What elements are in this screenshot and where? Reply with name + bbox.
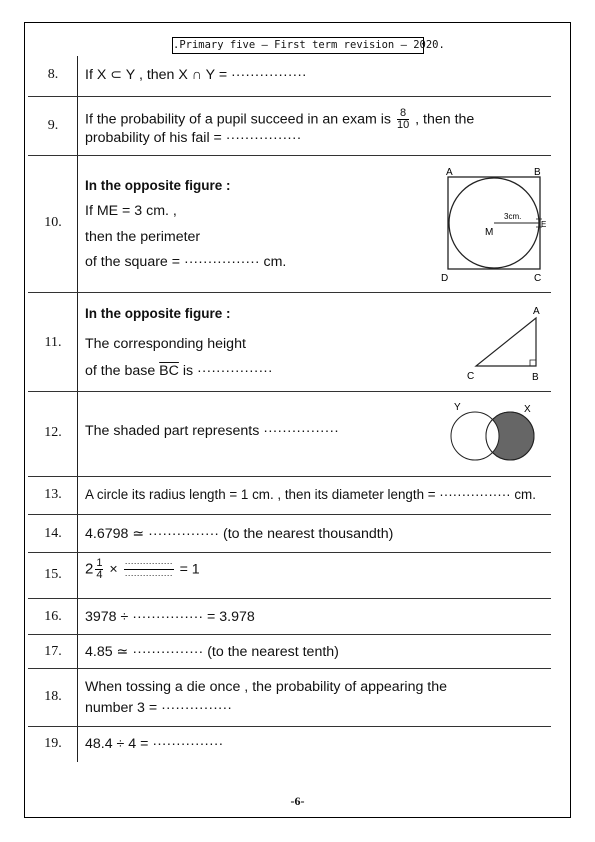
page-header: .Primary five – First term revision – 2020. bbox=[172, 37, 424, 54]
question-10-line2: then the perimeter bbox=[85, 229, 201, 245]
question-11-title: In the opposite figure : bbox=[85, 306, 231, 321]
blank-numerator: ················ bbox=[124, 558, 173, 568]
question-number: 9. bbox=[47, 118, 59, 133]
label-x: X bbox=[524, 404, 531, 415]
question-number: 16. bbox=[44, 609, 62, 624]
question-number: 17. bbox=[44, 644, 62, 659]
label-m: M bbox=[485, 227, 494, 238]
question-number: 14. bbox=[44, 526, 62, 541]
triangle-shape bbox=[476, 318, 536, 366]
question-number: 10. bbox=[44, 215, 62, 230]
question-10-title: In the opposite figure : bbox=[85, 178, 231, 193]
question-number: 8. bbox=[47, 67, 59, 82]
row-divider bbox=[28, 634, 551, 635]
right-angle-mark bbox=[530, 360, 536, 366]
page-number: -6- bbox=[290, 794, 305, 808]
question-number: 18. bbox=[44, 689, 62, 704]
question-10-line1: If ME = 3 cm. , bbox=[85, 203, 177, 219]
fraction-denominator: 10 bbox=[396, 119, 410, 131]
question-15-expression bbox=[85, 558, 200, 581]
question-number: 15. bbox=[44, 567, 62, 582]
question-11-line1: The corresponding height bbox=[85, 336, 246, 352]
question-18-line2: number 3 = ··············· bbox=[85, 700, 232, 716]
fraction bbox=[397, 108, 409, 131]
question-number: 11. bbox=[44, 335, 62, 350]
right-triangle-figure bbox=[462, 302, 552, 384]
row-divider bbox=[28, 96, 551, 97]
question-11-line2 bbox=[85, 363, 273, 379]
radius-label: 3cm. bbox=[504, 212, 522, 221]
question-number: 19. bbox=[44, 736, 62, 751]
fraction-denominator: 4 bbox=[96, 569, 103, 581]
row-divider bbox=[28, 476, 551, 477]
fraction-numerator: 1 bbox=[96, 557, 103, 569]
question-9-text-a: If the probability of a pupil succeed in an exam is bbox=[85, 111, 391, 128]
row-divider bbox=[28, 391, 551, 392]
label-e: E bbox=[541, 220, 547, 229]
question-16-text: 3978 ÷ ··············· = 3.978 bbox=[85, 609, 255, 625]
question-9-line2: probability of his fail = ················ bbox=[85, 130, 302, 146]
question-18-line1: When tossing a die once , the probability of appearing the bbox=[85, 679, 448, 695]
question-14-text: 4.6798 ≃ ··············· (to the nearest thousandth) bbox=[85, 526, 394, 542]
question-11-text-a: of the base bbox=[85, 363, 156, 379]
label-b: B bbox=[532, 372, 539, 383]
question-8-text: If X ⊂ Y , then X ∩ Y = ················ bbox=[85, 67, 307, 83]
blank-fraction bbox=[124, 558, 174, 581]
row-divider bbox=[28, 292, 551, 293]
row-divider bbox=[28, 668, 551, 669]
segment-bc: $\overline{BC}$ bbox=[159, 363, 179, 379]
fraction-numerator: 8 bbox=[397, 108, 409, 120]
row-divider bbox=[28, 514, 551, 515]
label-c: C bbox=[467, 371, 475, 382]
row-divider bbox=[28, 552, 551, 553]
row-divider bbox=[28, 155, 551, 156]
question-9-line1 bbox=[85, 108, 474, 131]
question-9-text-b: , then the bbox=[415, 111, 475, 128]
question-12-text: The shaded part represents ················ bbox=[85, 423, 339, 439]
equals-one: = 1 bbox=[179, 561, 200, 578]
square-circle-figure bbox=[438, 163, 550, 287]
label-c: C bbox=[534, 273, 542, 284]
row-divider bbox=[28, 598, 551, 599]
question-11-text-b: is ················ bbox=[182, 363, 273, 379]
question-17-text: 4.85 ≃ ··············· (to the nearest tenth) bbox=[85, 644, 339, 660]
blank-denominator: ················ bbox=[124, 570, 173, 580]
question-19-text: 48.4 ÷ 4 = ··············· bbox=[85, 736, 224, 752]
label-y: Y bbox=[454, 402, 461, 413]
label-d: D bbox=[441, 273, 449, 284]
question-10-line3: of the square = ················ cm. bbox=[85, 254, 287, 270]
question-13-text: A circle its radius length = 1 cm. , then its diameter length = ················ cm. bbox=[85, 487, 536, 502]
mixed-number-whole: 2 bbox=[85, 560, 94, 578]
times-sign: × bbox=[109, 561, 118, 578]
label-a: A bbox=[446, 167, 453, 178]
label-a: A bbox=[533, 306, 540, 317]
question-number: 13. bbox=[44, 487, 62, 502]
question-number: 12. bbox=[44, 425, 62, 440]
fraction bbox=[95, 558, 103, 581]
row-divider bbox=[28, 726, 551, 727]
label-b: B bbox=[534, 167, 541, 178]
venn-diagram bbox=[442, 398, 542, 470]
